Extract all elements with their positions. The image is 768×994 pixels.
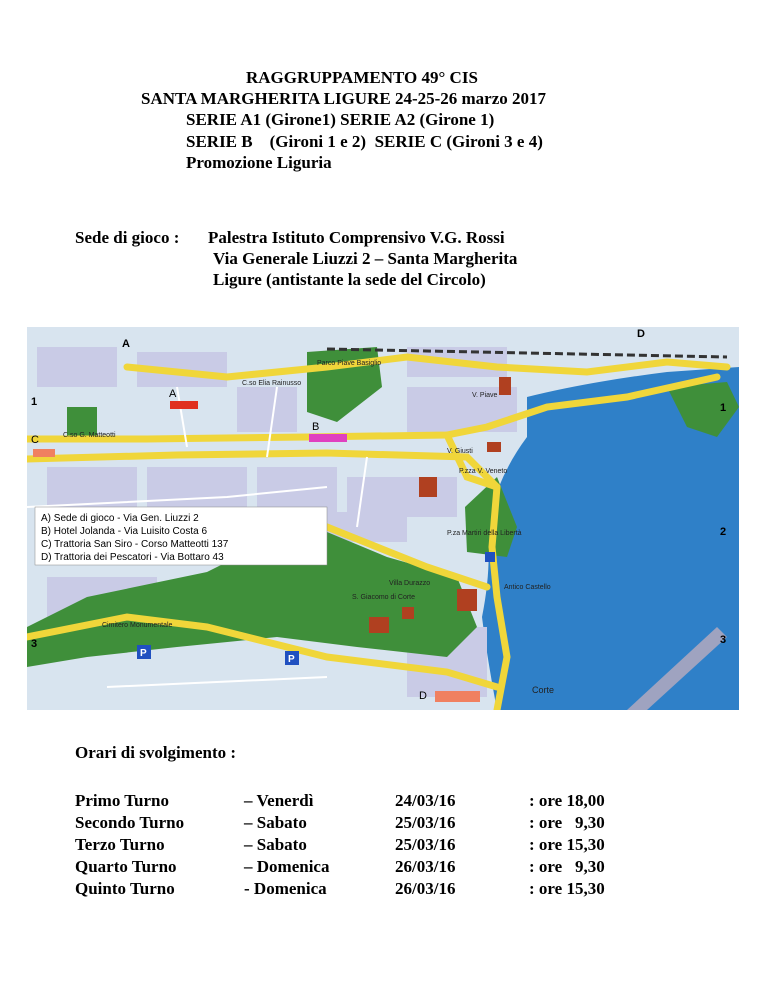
title-line-5: Promozione Liguria: [186, 153, 332, 172]
venue-line-1: Palestra Istituto Comprensivo V.G. Rossi: [208, 228, 505, 247]
marker-d: [435, 691, 480, 702]
schedule-title: Orari di svolgimento :: [75, 743, 237, 762]
edge-number-1b: 1: [720, 402, 727, 414]
venue-label: Sede di gioco :: [75, 228, 180, 247]
turno-2-day: – Sabato: [244, 813, 307, 832]
label-corte: Corte: [532, 685, 555, 695]
title-line-2: SANTA MARGHERITA LIGURE 24-25-26 marzo 2017: [141, 89, 547, 108]
label-corso-rainusso: C.so Elia Rainusso: [242, 380, 302, 387]
parking-icon-2: P: [288, 654, 295, 665]
turno-1-date: 24/03/16: [395, 791, 456, 810]
turno-3-time: : ore 15,30: [529, 835, 605, 854]
legend-item-d: D) Trattoria dei Pescatori - Via Bottaro 43: [41, 552, 224, 563]
turno-5-day: - Domenica: [244, 879, 327, 898]
turno-2-time: : ore 9,30: [529, 813, 605, 832]
marker-b-letter: B: [312, 421, 320, 433]
parking-icon-1: P: [140, 648, 147, 659]
title-line-4: SERIE B (Gironi 1 e 2) SERIE C (Gironi 3 e 4): [186, 132, 543, 151]
turno-5-time: : ore 15,30: [529, 879, 605, 898]
marker-a: [170, 401, 198, 409]
legend-item-c: C) Trattoria San Siro - Corso Matteotti 137: [41, 539, 229, 550]
marker-c: [33, 449, 55, 457]
legend-item-b: B) Hotel Jolanda - Via Luisito Costa 6: [41, 526, 208, 537]
label-villa-durazzo: Villa Durazzo: [389, 580, 431, 587]
legend-item-a: A) Sede di gioco - Via Gen. Liuzzi 2: [41, 513, 199, 524]
title-line-3: SERIE A1 (Girone1) SERIE A2 (Girone 1): [186, 110, 495, 129]
marker-b: [309, 434, 347, 442]
turno-3-day: – Sabato: [244, 835, 307, 854]
edge-number-1: 1: [31, 396, 38, 408]
turno-2-name: Secondo Turno: [75, 813, 185, 832]
turno-2-date: 25/03/16: [395, 813, 456, 832]
marker-a-letter: A: [169, 388, 177, 400]
venue-line-3: Ligure (antistante la sede del Circolo): [213, 270, 486, 289]
label-piazza-vveneto: P.zza V. Veneto: [459, 468, 508, 475]
label-piazza-martiri: P.za Martiri della Libertà: [447, 530, 522, 537]
city-map: [27, 327, 739, 710]
label-piave: V. Piave: [472, 392, 498, 399]
label-corso-matteotti: C.so G. Matteotti: [63, 432, 116, 439]
edge-number-2: 2: [720, 526, 727, 538]
edge-number-3b: 3: [720, 634, 727, 646]
turno-3-name: Terzo Turno: [75, 835, 165, 854]
title-line-1: RAGGRUPPAMENTO 49° CIS: [246, 68, 478, 87]
marker-d-letter: D: [419, 690, 427, 702]
turno-5-date: 26/03/16: [395, 879, 456, 898]
edge-number-3a: 3: [31, 638, 38, 650]
venue-line-2: Via Generale Liuzzi 2 – Santa Margherita: [213, 249, 518, 268]
turno-1-day: – Venerdì: [244, 791, 314, 810]
edge-letter-d: D: [637, 328, 645, 340]
edge-letter-a: A: [122, 338, 130, 350]
turno-4-time: : ore 9,30: [529, 857, 605, 876]
turno-4-name: Quarto Turno: [75, 857, 177, 876]
turno-5-name: Quinto Turno: [75, 879, 175, 898]
turno-1-time: : ore 18,00: [529, 791, 605, 810]
marker-c-letter: C: [31, 434, 39, 446]
turno-1-name: Primo Turno: [75, 791, 169, 810]
label-san-giacomo: S. Giacomo di Corte: [352, 594, 416, 601]
turno-4-date: 26/03/16: [395, 857, 456, 876]
label-parco: Parco Piave Basiglio: [317, 360, 382, 367]
turno-4-day: – Domenica: [244, 857, 330, 876]
label-antico-castello: Antico Castello: [504, 584, 551, 591]
label-cimitero: Cimitero Monumentale: [102, 622, 173, 629]
turno-3-date: 25/03/16: [395, 835, 456, 854]
label-giusti: V. Giusti: [447, 448, 473, 455]
